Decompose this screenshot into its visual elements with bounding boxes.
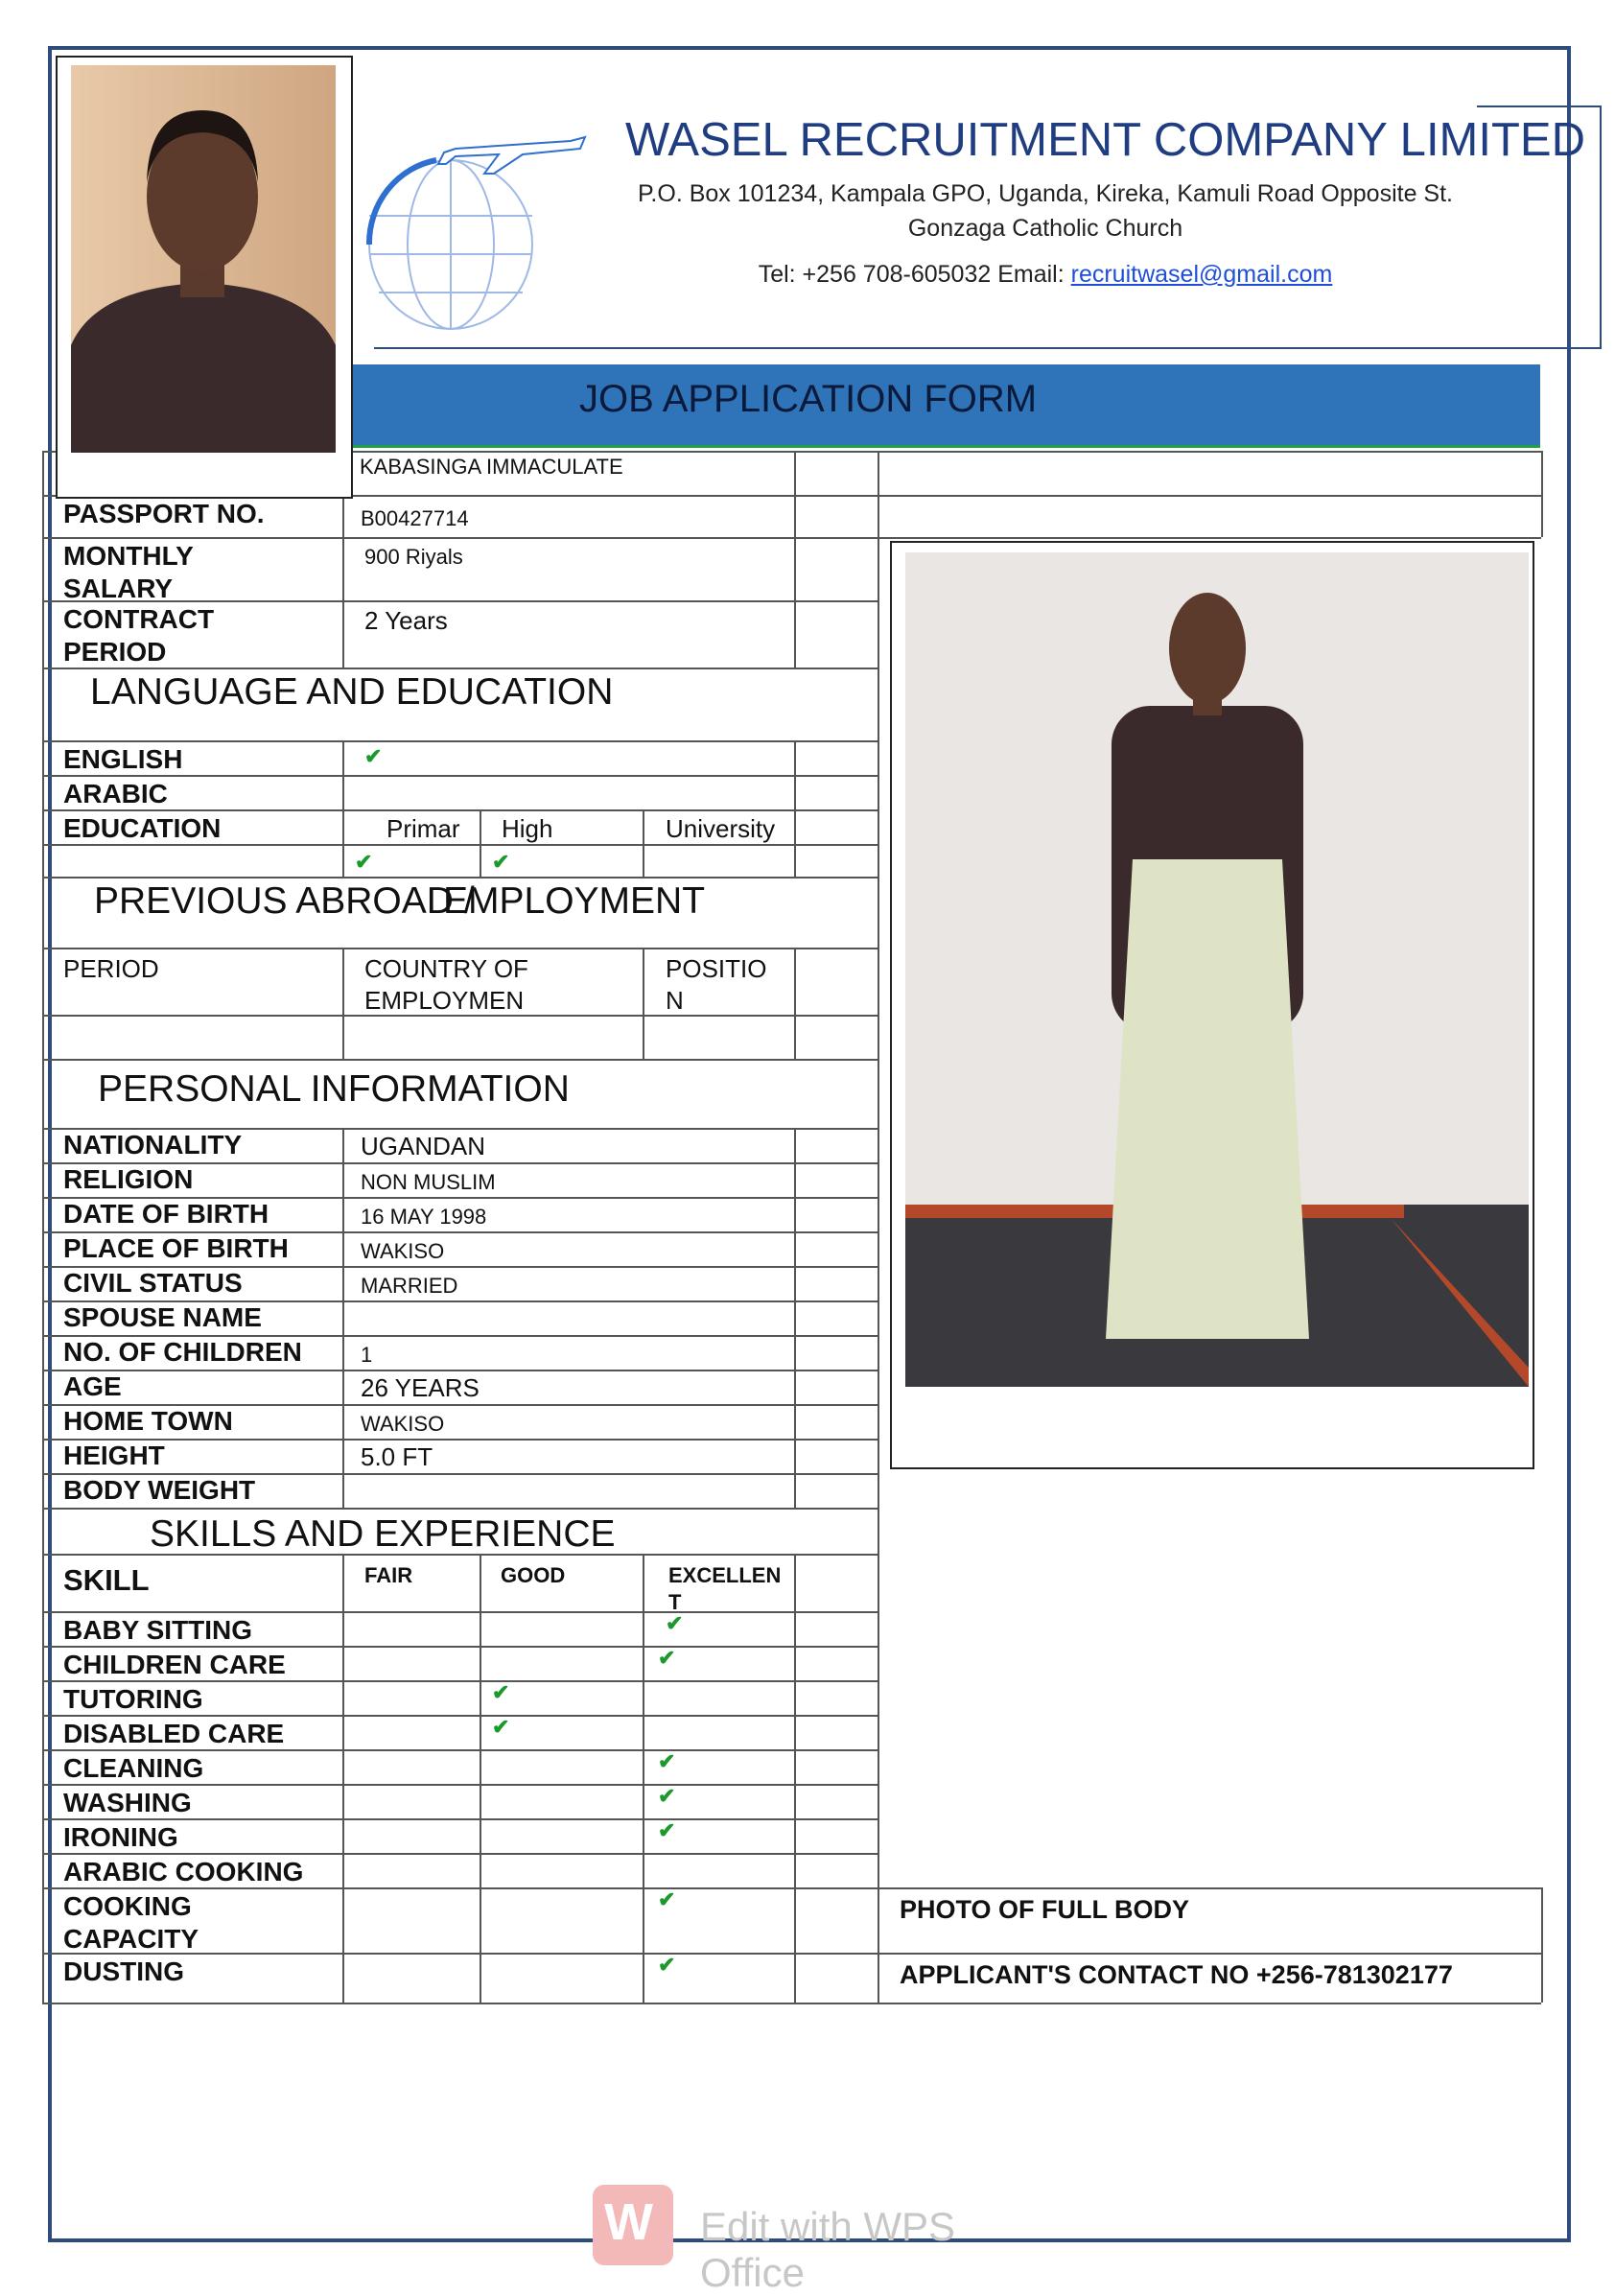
abroad-heading: PREVIOUS ABROAD / [94, 880, 475, 922]
grid-line [42, 809, 878, 811]
personal-label: SPOUSE NAME [63, 1302, 262, 1332]
fair-column-header: FAIR [364, 1563, 413, 1587]
grid-line [42, 1887, 878, 1889]
abroad-position-header-2: N [666, 986, 684, 1015]
skill-label: WASHING [63, 1788, 192, 1817]
salary-label: MONTHLY [63, 541, 194, 571]
skill-check-icon: ✔ [658, 1887, 676, 1911]
primary-check-icon: ✔ [355, 850, 373, 874]
good-column-header: GOOD [501, 1563, 566, 1587]
grid-line [42, 451, 44, 2003]
personal-value: WAKISO [361, 1412, 445, 1436]
skill-check-icon: ✔ [666, 1611, 684, 1635]
contract-label: CONTRACT [63, 604, 215, 634]
grid-line [342, 1128, 344, 1508]
form-title-bar [349, 364, 1540, 448]
personal-label: CIVIL STATUS [63, 1268, 243, 1298]
personal-value: 16 MAY 1998 [361, 1205, 487, 1229]
grid-line [794, 451, 796, 668]
passport-value: B00427714 [361, 506, 469, 530]
skill-label: BABY SITTING [63, 1615, 253, 1645]
personal-label: PLACE OF BIRTH [63, 1233, 289, 1263]
grid-line [480, 809, 481, 877]
applicant-portrait-photo [56, 56, 353, 499]
form-title: JOB APPLICATION FORM [579, 378, 1038, 420]
grid-line [42, 537, 1541, 539]
skill-label: COOKING [63, 1891, 192, 1921]
grid-line [878, 1887, 1541, 1889]
skill-label: CHILDREN CARE [63, 1650, 286, 1679]
passport-label: PASSPORT NO. [63, 499, 265, 528]
skill-check-icon: ✔ [492, 1680, 510, 1704]
grid-line [42, 948, 878, 949]
grid-line [42, 1059, 878, 1061]
grid-line [878, 451, 879, 2003]
personal-label: HOME TOWN [63, 1406, 233, 1436]
grid-line [42, 1508, 878, 1510]
skill-label: TUTORING [63, 1684, 203, 1714]
company-email-link[interactable]: recruitwasel@gmail.com [1070, 261, 1333, 288]
grid-line [42, 1646, 878, 1648]
personal-value: NON MUSLIM [361, 1170, 496, 1194]
grid-line [794, 1554, 796, 2003]
skill-label: CLEANING [63, 1753, 204, 1783]
skill-label: IRONING [63, 1822, 178, 1852]
company-address-line2: Gonzaga Catholic Church [907, 215, 1183, 242]
personal-value: 5.0 FT [361, 1442, 433, 1471]
salary-label-line2: SALARY [63, 574, 174, 603]
personal-label: BODY WEIGHT [63, 1475, 256, 1505]
grid-line [342, 948, 344, 1059]
abroad-country-header: COUNTRY OF [364, 954, 528, 983]
arabic-label: ARABIC [63, 779, 168, 808]
english-check-icon: ✔ [364, 744, 383, 768]
company-name: WASEL RECRUITMENT COMPANY LIMITED [625, 114, 1585, 166]
personal-label: DATE OF BIRTH [63, 1199, 269, 1229]
abroad-heading-2: EMPLOYMENT [443, 880, 706, 922]
applicant-contact: APPLICANT'S CONTACT NO +256-781302177 [900, 1960, 1453, 1989]
header-corner-line [1477, 105, 1602, 107]
grid-line [42, 1818, 878, 1820]
grid-line [42, 1439, 878, 1441]
skill-label: ARABIC COOKING [63, 1857, 304, 1886]
personal-value: MARRIED [361, 1274, 458, 1298]
grid-line [878, 1953, 1541, 1955]
abroad-country-header-2: EMPLOYMEN [364, 986, 525, 1015]
personal-info-heading: PERSONAL INFORMATION [98, 1068, 570, 1110]
grid-line [42, 1784, 878, 1786]
grid-line [342, 1554, 344, 2003]
wps-watermark [593, 2185, 1053, 2295]
grid-line [480, 1554, 481, 2003]
skill-check-icon: ✔ [492, 1715, 510, 1739]
excellent-column-header-2: T [668, 1590, 682, 1614]
grid-line [878, 2003, 1541, 2004]
personal-label: RELIGION [63, 1164, 194, 1194]
grid-line [42, 1370, 878, 1371]
grid-line [42, 1680, 878, 1682]
company-tel: Tel: +256 708-605032 Email: [758, 261, 1071, 288]
personal-value: UGANDAN [361, 1132, 486, 1160]
grid-line [42, 775, 878, 777]
skill-check-icon: ✔ [658, 1818, 676, 1842]
education-university: University [666, 814, 776, 843]
grid-line [1541, 451, 1543, 537]
excellent-column-header: EXCELLEN [668, 1563, 782, 1587]
applicant-name: KABASINGA IMMACULATE [360, 455, 623, 479]
grid-line [42, 668, 878, 669]
salary-value: 900 Riyals [364, 545, 463, 569]
abroad-period-header: PERIOD [63, 954, 159, 983]
language-education-heading: LANGUAGE AND EDUCATION [90, 671, 614, 713]
grid-line [42, 1853, 878, 1855]
grid-line [42, 844, 878, 846]
grid-line [794, 948, 796, 1059]
english-label: ENGLISH [63, 744, 183, 774]
skill-check-icon: ✔ [658, 1953, 676, 1977]
skill-label: DISABLED CARE [63, 1719, 285, 1748]
skill-label: CAPACITY [63, 1924, 199, 1954]
company-address-line1: P.O. Box 101234, Kampala GPO, Uganda, Kireka, Kamuli Road Opposite St. [637, 180, 1453, 207]
personal-label: NATIONALITY [63, 1130, 243, 1160]
skills-heading: SKILLS AND EXPERIENCE [150, 1513, 616, 1555]
header-underline [374, 347, 1602, 349]
contract-label-line2: PERIOD [63, 637, 167, 667]
grid-line [342, 740, 344, 877]
abroad-position-header: POSITIO [666, 954, 767, 983]
personal-label: HEIGHT [63, 1441, 165, 1470]
header-side-line [1600, 105, 1602, 349]
grid-line [643, 1554, 644, 2003]
grid-line [42, 1611, 878, 1613]
skill-check-icon: ✔ [658, 1646, 676, 1670]
grid-line [42, 2003, 878, 2004]
personal-label: NO. OF CHILDREN [63, 1337, 302, 1367]
grid-line [42, 877, 878, 879]
high-check-icon: ✔ [492, 850, 510, 874]
education-high: High [502, 814, 553, 843]
grid-line [42, 740, 878, 742]
contract-value: 2 Years [364, 606, 448, 635]
personal-value: WAKISO [361, 1239, 445, 1263]
education-primary: Primar [386, 814, 460, 843]
skill-column-header: SKILL [63, 1563, 150, 1597]
applicant-full-body-photo [890, 541, 1534, 1469]
photo-caption: PHOTO OF FULL BODY [900, 1895, 1190, 1924]
grid-line [643, 948, 644, 1059]
company-contact [575, 261, 1515, 289]
personal-label: AGE [63, 1371, 122, 1401]
portrait-placeholder [58, 58, 351, 497]
personal-value: 1 [361, 1343, 373, 1367]
globe-plane-logo-icon [350, 120, 590, 336]
wps-watermark-text: Edit with WPS Office [700, 2204, 956, 2295]
skill-label: DUSTING [63, 1956, 184, 1986]
full-body-placeholder [892, 543, 1533, 1467]
grid-line [42, 1749, 878, 1751]
grid-line [1541, 1887, 1543, 2003]
skill-check-icon: ✔ [658, 1784, 676, 1808]
education-label: EDUCATION [63, 813, 222, 843]
grid-line [794, 740, 796, 877]
wps-logo-icon: W [593, 2185, 673, 2265]
skill-check-icon: ✔ [658, 1749, 676, 1773]
grid-line [794, 1128, 796, 1508]
personal-value: 26 YEARS [361, 1373, 480, 1402]
grid-line [643, 809, 644, 877]
grid-line [42, 1715, 878, 1717]
